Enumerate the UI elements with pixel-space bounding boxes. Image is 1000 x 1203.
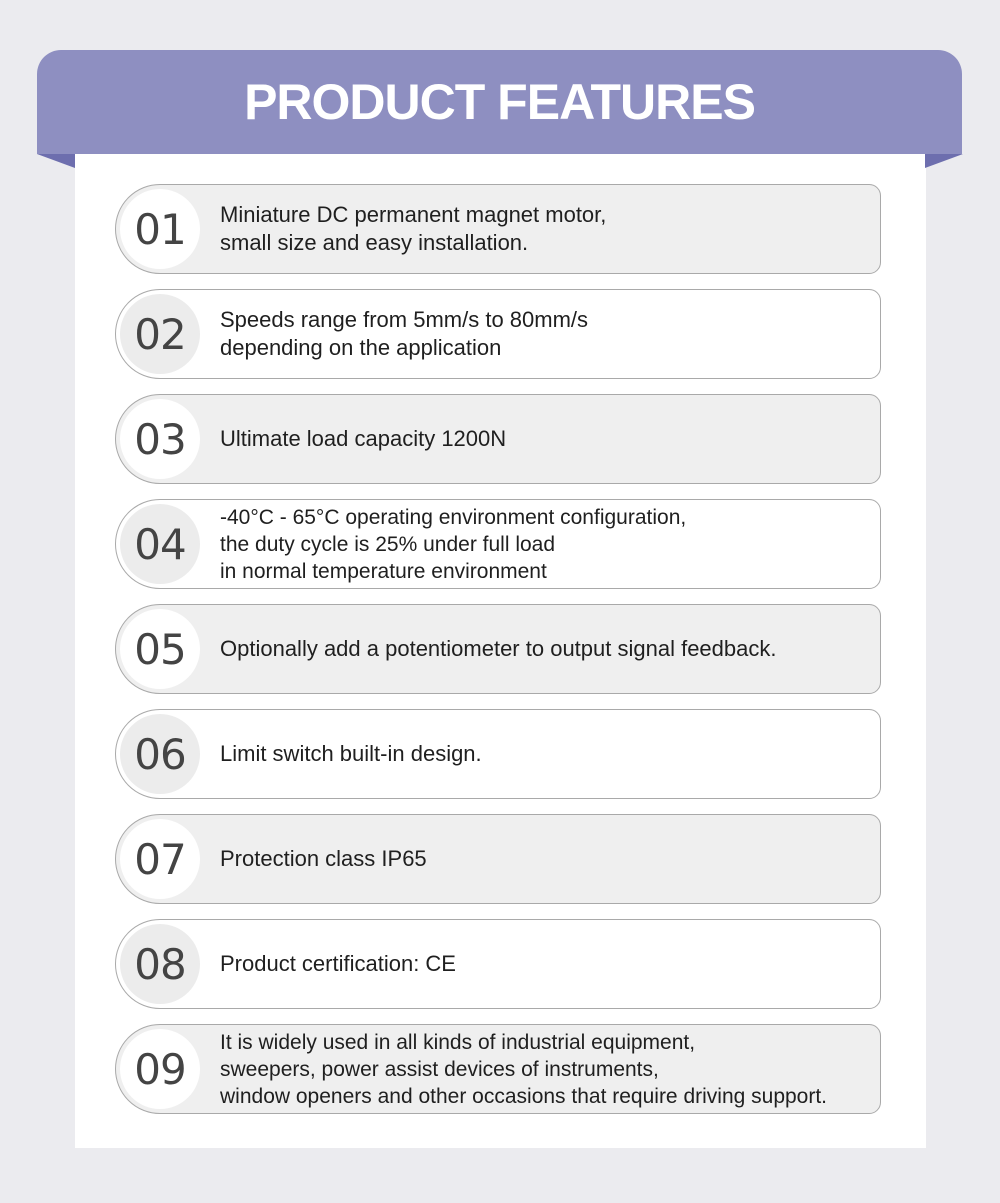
feature-number-badge (120, 714, 200, 794)
feature-item-06 (115, 709, 881, 799)
feature-text: Limit switch built-in design. (220, 741, 482, 766)
feature-number: 06 (134, 729, 186, 779)
banner-fold-left (37, 154, 75, 168)
feature-text: It is widely used in all kinds of industrial equipment, sweepers, power assist devices of instruments, window openers and other occasions that require driving support. (220, 1030, 828, 1108)
feature-item-08 (115, 919, 881, 1009)
feature-number-badge (120, 1029, 200, 1109)
feature-item-03 (115, 394, 881, 484)
feature-number: 08 (134, 939, 186, 989)
title-banner (37, 50, 962, 154)
feature-text: Optionally add a potentiometer to output signal feedback. (220, 636, 777, 661)
feature-number-badge (120, 294, 200, 374)
feature-number-badge (120, 399, 200, 479)
feature-number: 09 (134, 1044, 186, 1094)
feature-number: 03 (134, 414, 186, 464)
feature-text: Speeds range from 5mm/s to 80mm/s depending on the application (220, 307, 589, 360)
feature-number: 04 (134, 519, 186, 569)
feature-item-07 (115, 814, 881, 904)
feature-number-badge (120, 504, 200, 584)
feature-item-09 (115, 1024, 881, 1114)
banner-fold-right (925, 154, 963, 168)
feature-number-badge (120, 609, 200, 689)
feature-number: 07 (134, 834, 186, 884)
feature-item-05 (115, 604, 881, 694)
feature-number-badge (120, 819, 200, 899)
feature-text: Product certification: CE (220, 951, 456, 976)
feature-number-badge (120, 189, 200, 269)
feature-item-01 (115, 184, 881, 274)
feature-text: Miniature DC permanent magnet motor, small size and easy installation. (220, 202, 607, 255)
feature-number: 01 (134, 204, 186, 254)
feature-list (115, 184, 881, 1129)
feature-item-04 (115, 499, 881, 589)
feature-text: Protection class IP65 (220, 846, 427, 871)
feature-number: 05 (134, 624, 186, 674)
feature-number-badge (120, 924, 200, 1004)
feature-item-02 (115, 289, 881, 379)
feature-text: Ultimate load capacity 1200N (220, 426, 507, 451)
feature-number: 02 (134, 309, 186, 359)
feature-text: -40°C - 65°C operating environment configuration, the duty cycle is 25% under full load in normal temperature environment (220, 505, 687, 583)
page-title: PRODUCT FEATURES (244, 74, 755, 130)
